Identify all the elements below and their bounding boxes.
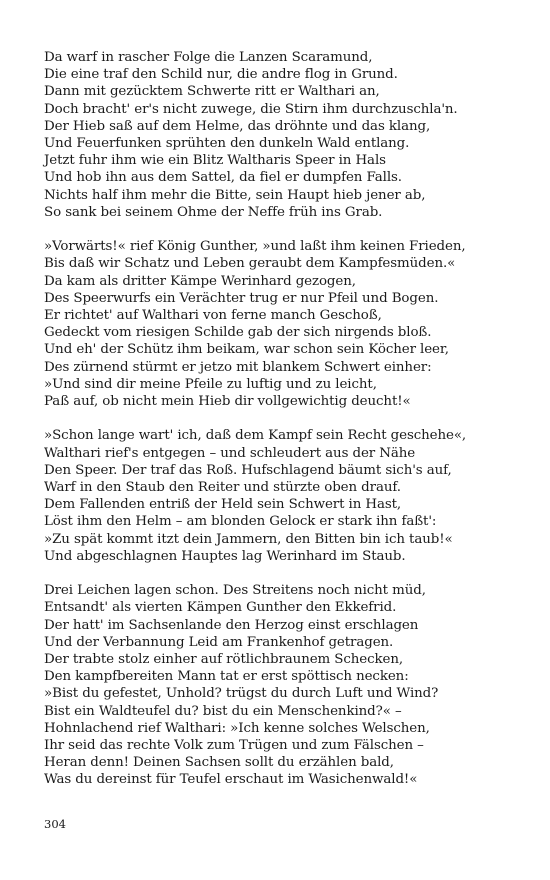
stanza [44,49,524,221]
verse-line: Warf in den Staub den Reiter und stürzte oben drauf. [44,480,401,496]
verse-line: Bis daß wir Schatz und Leben geraubt dem Kampfesmüden.« [44,256,456,272]
verse-line: Walthari rief's entgegen – und schleudert aus der Nähe [44,445,416,461]
verse-line: Doch bracht' er's nicht zuwege, die Stirn ihm durchzuschla'n. [44,101,458,117]
poem-text [44,49,524,806]
verse-line: Der Hieb saß auf dem Helme, das dröhnte und das klang, [44,118,431,134]
verse-line: Die eine traf den Schild nur, die andre flog in Grund. [44,67,398,83]
verse-line: »Und sind dir meine Pfeile zu luftig und zu leicht, [44,376,377,392]
stanza [44,238,524,410]
verse-line: Und der Verbannung Leid am Frankenhof getragen. [44,634,394,650]
verse-line: »Vorwärts!« rief König Gunther, »und laßt ihm keinen Frieden, [44,239,466,255]
verse-line: Bist ein Waldteufel du? bist du ein Menschenkind?« – [44,703,402,719]
verse-line: Löst ihm den Helm – am blonden Gelock er stark ihn faßt': [44,514,437,530]
verse-line: »Schon lange wart' ich, daß dem Kampf sein Recht geschehe«, [44,428,467,444]
verse-line: Entsandt' als vierten Kämpen Gunther den Ekkefrid. [44,600,397,616]
verse-line: »Bist du gefestet, Unhold? trügst du durch Luft und Wind? [44,686,439,702]
verse-line: Ihr seid das rechte Volk zum Trügen und zum Fälschen – [44,738,424,754]
verse-line: Gedeckt vom riesigen Schilde gab der sich nirgends bloß. [44,325,432,341]
verse-line: Da kam als dritter Kämpe Werinhard gezogen, [44,273,356,289]
verse-line: Dann mit gezücktem Schwerte ritt er Walthari an, [44,84,380,100]
verse-line: Den kampfbereiten Mann tat er erst spöttisch necken: [44,669,409,685]
stanza [44,582,524,788]
verse-line: Da warf in rascher Folge die Lanzen Scaramund, [44,50,373,65]
verse-line: Und Feuerfunken sprühten den dunkeln Wald entlang. [44,136,410,152]
verse-line: So sank bei seinem Ohme der Neffe früh ins Grab. [44,204,383,220]
verse-line: Den Speer. Der traf das Roß. Hufschlagend bäumt sich's auf, [44,462,452,478]
verse-line: Des zürnend stürmt er jetzo mit blankem Schwert einher: [44,359,432,375]
verse-line: Er richtet' auf Walthari von ferne manch Geschoß, [44,308,382,324]
verse-line: Nichts half ihm mehr die Bitte, sein Haupt hieb jener ab, [44,187,426,203]
verse-line: Der hatt' im Sachsenlande den Herzog einst erschlagen [44,617,419,633]
verse-line: Und hob ihn aus dem Sattel, da fiel er dumpfen Falls. [44,170,402,186]
verse-line: Dem Fallenden entriß der Held sein Schwert in Hast, [44,497,402,513]
verse-line: Der trabte stolz einher auf rötlichbraunem Schecken, [44,652,404,668]
page-number: 304 [44,817,66,831]
verse-line: Heran denn! Deinen Sachsen sollt du erzählen bald, [44,755,394,771]
verse-line: Und abgeschlagnen Hauptes lag Werinhard im Staub. [44,548,406,564]
verse-line: Und eh' der Schütz ihm beikam, war schon sein Köcher leer, [44,342,449,358]
verse-line: Drei Leichen lagen schon. Des Streitens noch nicht müd, [44,583,426,599]
verse-line: Des Speerwurfs ein Verächter trug er nur Pfeil und Bogen. [44,290,439,306]
verse-line: Hohnlachend rief Walthari: »Ich kenne solches Welschen, [44,720,430,736]
verse-line: Jetzt fuhr ihm wie ein Blitz Waltharis Speer in Hals [44,153,386,169]
verse-line: Was du dereinst für Teufel erschaut im Wasichenwald!« [44,772,418,788]
verse-line: »Zu spät kommt itzt dein Jammern, den Bitten bin ich taub!« [44,531,453,547]
stanza [44,427,524,565]
verse-line: Paß auf, ob nicht mein Hieb dir vollgewichtig deucht!« [44,394,411,410]
